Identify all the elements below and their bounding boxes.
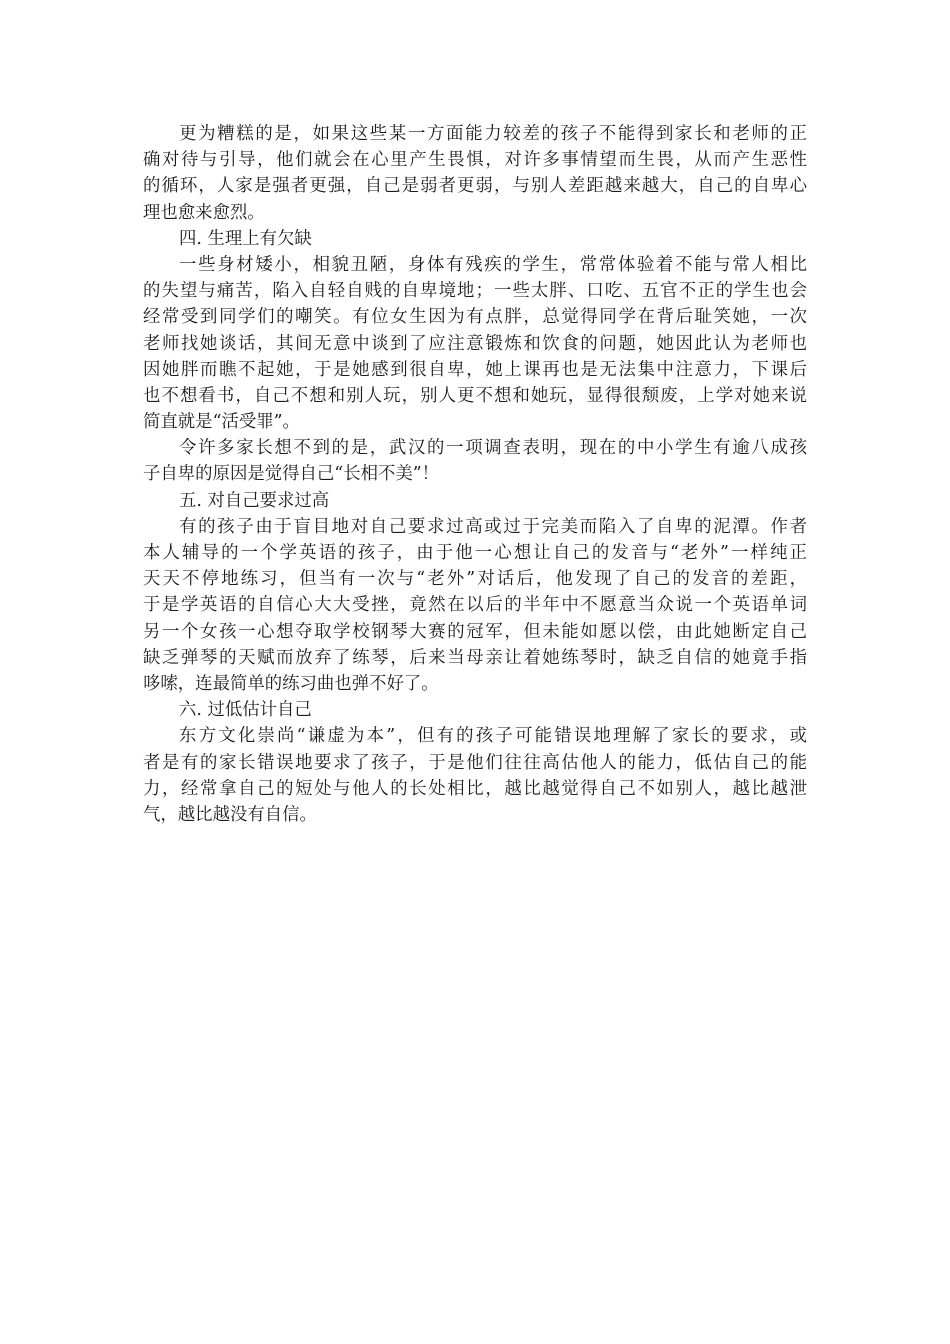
text-line: 的失望与痛苦，陷入自轻自贱的自卑境地；一些太胖、口吃、五官不正的学生也会 [143,281,807,302]
text-line: 气，越比越没有自信。 [143,804,317,825]
text-line: 更为糟糕的是，如果这些某一方面能力较差的孩子不能得到家长和老师的正 [179,124,807,144]
paragraph-vicious-cycle [143,121,807,226]
text-line: 另一个女孩一心想夺取学校钢琴大赛的冠军，但未能如愿以偿，由此她断定自己 [143,621,807,642]
text-line: 于是学英语的自信心大大受挫，竟然在以后的半年中不愿意当众说一个英语单词 [143,595,807,616]
document-body [143,121,807,828]
section-heading-underestimate-self: 六. 过低估计自己 [179,700,312,721]
text-line: 简直就是“活受罪”。 [143,412,300,433]
text-line: 天天不停地练习，但当有一次与“老外”对话后，他发现了自己的发音的差距， [143,569,807,590]
section-heading-physical-defects: 四. 生理上有欠缺 [179,228,312,249]
text-line: 哆嗦，连最简单的练习曲也弹不好了。 [143,673,439,694]
text-line: 子自卑的原因是觉得自己“长相不美”！ [143,464,440,485]
text-line: 一些身材矮小，相貌丑陋，身体有残疾的学生，常常体验着不能与常人相比 [179,254,807,275]
text-line: 理也愈来愈烈。 [143,202,265,223]
text-line: 力，经常拿自己的短处与他人的长处相比，越比越觉得自己不如别人，越比越泄 [143,778,807,799]
paragraph-physical-defects [143,252,807,435]
text-line: 有的孩子由于盲目地对自己要求过高或过于完美而陷入了自卑的泥潭。作者 [179,516,807,537]
text-line: 的循环，人家是强者更强，自己是弱者更弱，与别人差距越来越大，自己的自卑心 [143,176,807,197]
text-line: 确对待与引导，他们就会在心里产生畏惧，对许多事情望而生畏，从而产生恶性 [143,150,807,171]
text-line: 东方文化崇尚“谦虚为本”，但有的孩子可能错误地理解了家长的要求，或 [179,726,807,747]
text-line: 因她胖而瞧不起她，于是她感到很自卑，她上课再也是无法集中注意力，下课后 [143,359,807,380]
text-line: 者是有的家长错误地要求了孩子，于是他们往往高估他人的能力，低估自己的能 [143,752,807,773]
text-line: 令许多家长想不到的是，武汉的一项调查表明，现在的中小学生有逾八成孩 [179,438,807,459]
text-line: 本人辅导的一个学英语的孩子，由于他一心想让自己的发音与“老外”一样纯正 [143,543,807,563]
paragraph-wuhan-survey [143,435,807,487]
text-line: 经常受到同学们的嘲笑。有位女生因为有点胖，总觉得同学在背后耻笑她，一次 [143,307,807,328]
text-line: 缺乏弹琴的天赋而放弃了练琴，后来当母亲让着她练琴时，缺乏自信的她竟手指 [143,647,807,668]
paragraph-high-demands [143,514,807,697]
text-line: 老师找她谈话，其间无意中谈到了应注意锻炼和饮食的问题，她因此认为老师也 [143,333,807,354]
paragraph-underestimate-self [143,723,807,828]
section-heading-high-demands: 五. 对自己要求过高 [179,490,330,511]
text-line: 也不想看书，自己不想和别人玩，别人更不想和她玩，显得很颓废，上学对她来说 [143,385,807,406]
